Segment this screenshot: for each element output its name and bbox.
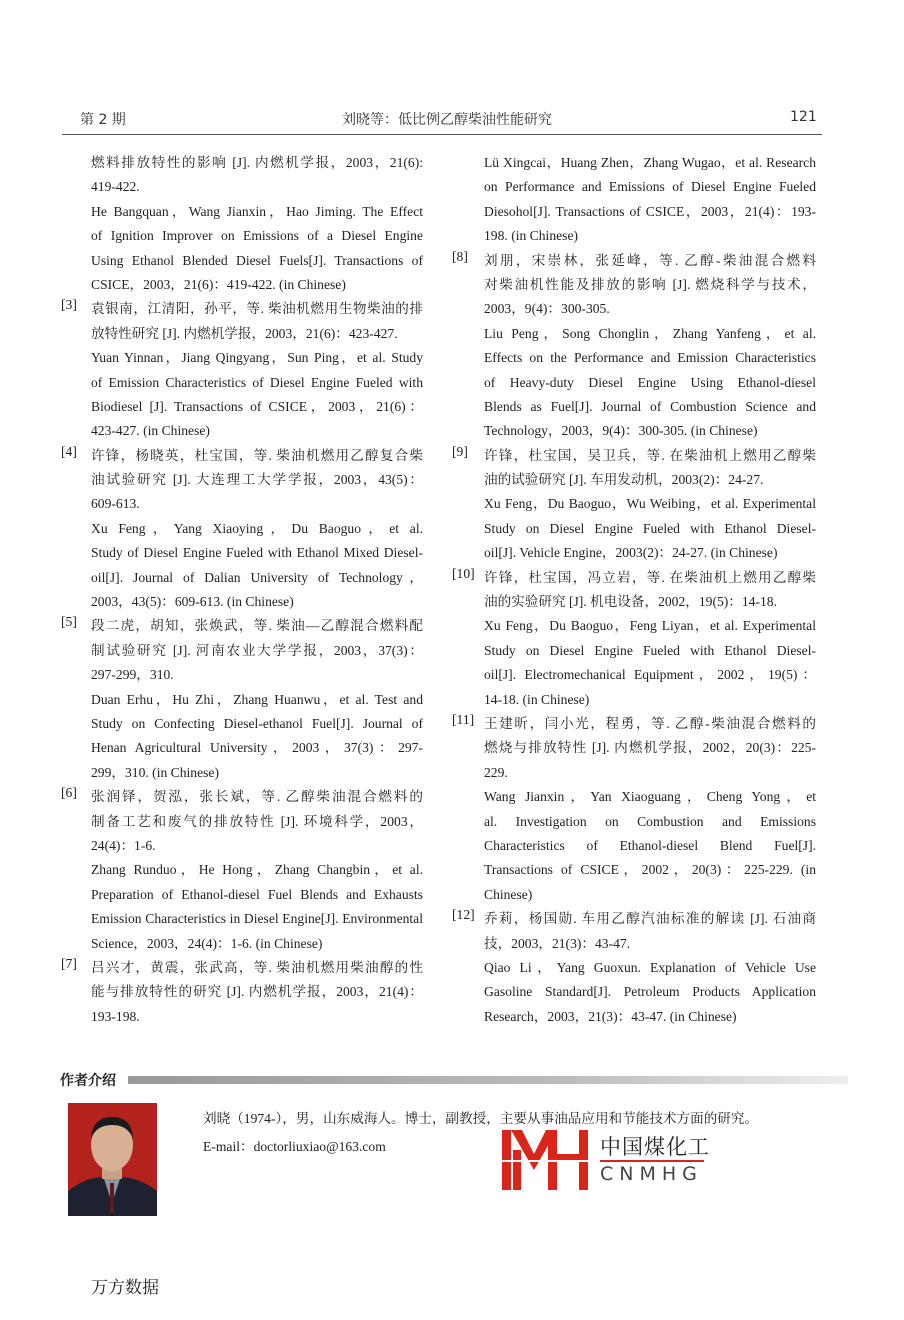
- page-number: 121: [790, 109, 817, 125]
- reference-line: 能与排放特性的研究 [J]. 内燃机学报，2003，21(4)：: [91, 984, 423, 1000]
- reference-line: 燃烧与排放特性 [J]. 内燃机学报，2002，20(3)：225-: [484, 740, 816, 756]
- reference-line: Study on Diesel Engine Fueled with Ethanol Diesel-: [484, 642, 816, 658]
- reference-entry: [452, 711, 816, 907]
- reference-line: 制试验研究 [J]. 河南农业大学学报，2003，37(3)：: [91, 642, 423, 658]
- reference-line: 198. (in Chinese): [484, 228, 579, 244]
- reference-entry: [452, 907, 816, 1029]
- reference-line: 刘朋，宋崇林，张延峰，等. 乙醇-柴油混合燃料: [484, 252, 816, 268]
- reference-line: Xu Feng，Du Baoguo，Feng Liyan，et al. Experimental: [484, 618, 816, 634]
- reference-line: Study on Diesel Engine Fueled with Ethanol Diesel-: [484, 520, 816, 536]
- reference-entry: [452, 248, 816, 444]
- reference-line: 297-299，310.: [91, 667, 174, 683]
- reference-line: Preparation of Ethanol-diesel Fuel Blends and Exhausts: [91, 886, 423, 902]
- reference-line: Effects on the Performance and Emission Characteristics: [484, 350, 816, 366]
- reference-entry: [91, 151, 423, 297]
- reference-line: Henan Agricultural University，2003，37(3)：297-: [91, 740, 423, 756]
- reference-line: He Bangquan，Wang Jianxin，Hao Jiming. The Effect: [91, 203, 423, 219]
- reference-line: 24(4)：1-6.: [91, 837, 156, 853]
- section-divider-bar: [128, 1076, 848, 1084]
- author-section-title: 作者介绍: [60, 1073, 116, 1089]
- source-footer: 万方数据: [91, 1278, 159, 1298]
- reference-entry: [61, 955, 423, 1029]
- reference-line: Lü Xingcai，Huang Zhen，Zhang Wugao，et al. Research: [484, 155, 816, 170]
- reference-number: [8]: [452, 248, 468, 264]
- reference-line: Study of Diesel Engine Fueled with Ethanol Mixed Diesel-: [91, 545, 423, 561]
- reference-number: [4]: [61, 443, 77, 459]
- reference-entry: [61, 443, 423, 615]
- reference-line: 2003，9(4)：300-305.: [484, 301, 610, 317]
- reference-line: 技，2003，21(3)：43-47.: [484, 935, 631, 951]
- reference-line: 放特性研究 [J]. 内燃机学报，2003，21(6)：423-427.: [91, 325, 398, 341]
- reference-line: 许锋，杜宝国，冯立岩，等. 在柴油机上燃用乙醇柴: [484, 569, 816, 585]
- reference-line: of Heavy-duty Diesel Engine Using Ethanol-diesel: [484, 374, 816, 390]
- reference-line: 油的实验研究 [J]. 机电设备，2002，19(5)：14-18.: [484, 594, 778, 610]
- reference-line: 段二虎，胡知，张焕武，等. 柴油—乙醇混合燃料配: [91, 618, 423, 634]
- reference-line: 419-422.: [91, 179, 140, 195]
- reference-line: oil[J]. Journal of Dalian University of Technology，: [91, 569, 423, 585]
- reference-line: Characteristics of Ethanol-diesel Blend Fuel[J].: [484, 837, 816, 853]
- reference-line: Transactions of CSICE，2002，20(3)：225-229. (in: [484, 862, 816, 878]
- reference-line: 油试验研究 [J]. 大连理工大学学报，2003，43(5)：: [91, 472, 423, 488]
- reference-entry: [61, 614, 423, 785]
- reference-line: Study on Confecting Diesel-ethanol Fuel[J]. Journal of: [91, 715, 423, 731]
- reference-line: 制备工艺和废气的排放特性 [J]. 环境科学，2003，: [91, 813, 423, 829]
- reference-line: 423-427. (in Chinese): [91, 423, 210, 439]
- reference-line: Duan Erhu，Hu Zhi，Zhang Huanwu，et al. Test and: [91, 691, 423, 707]
- reference-line: 吕兴才，黄震，张武高，等. 柴油机燃用柴油醇的性: [91, 959, 423, 975]
- reference-line: Chinese): [484, 886, 533, 902]
- reference-line: 14-18. (in Chinese): [484, 691, 590, 707]
- reference-line: 许锋，杨晓英，杜宝国，等. 柴油机燃用乙醇复合柴: [91, 447, 423, 463]
- running-title: 刘晓等：低比例乙醇柴油性能研究: [342, 112, 552, 128]
- reference-line: Qiao Li，Yang Guoxun. Explanation of Vehicle Use: [484, 959, 816, 975]
- reference-line: 油的试验研究 [J]. 车用发动机，2003(2)：24-27.: [484, 472, 764, 488]
- reference-line: Biodiesel [J]. Transactions of CSICE，2003，21(6)：: [91, 398, 423, 414]
- reference-entry: [61, 785, 423, 956]
- reference-entry: [61, 297, 423, 443]
- header-rule: [62, 134, 822, 135]
- reference-entry: [484, 151, 816, 249]
- reference-line: 燃料排放特性的影响 [J]. 内燃机学报，2003，21(6):: [91, 155, 423, 170]
- reference-line: 袁银南，江清阳，孙平，等. 柴油机燃用生物柴油的排: [91, 301, 423, 317]
- references-right-column: [452, 151, 816, 1029]
- reference-entry: [452, 443, 816, 566]
- reference-line: 609-613.: [91, 496, 140, 512]
- reference-line: Xu Feng，Yang Xiaoying，Du Baoguo，et al.: [91, 520, 423, 536]
- watermark-en: CNMHG: [600, 1163, 703, 1185]
- reference-line: 乔莉，杨国勋. 车用乙醇汽油标准的解读 [J]. 石油商: [484, 911, 816, 927]
- reference-line: Using Ethanol Blended Diesel Fuels[J]. Transactions of: [91, 252, 423, 268]
- reference-line: Blends as Fuel[J]. Journal of Combustion Science and: [484, 398, 816, 414]
- reference-line: Liu Peng，Song Chonglin，Zhang Yanfeng，et al.: [484, 325, 816, 341]
- reference-line: of Ignition Improver on Emissions of a Diesel Engine: [91, 228, 423, 244]
- reference-line: Yuan Yinnan，Jiang Qingyang，Sun Ping，et al. Study: [91, 350, 423, 366]
- reference-line: 193-198.: [91, 1008, 140, 1024]
- reference-number: [3]: [61, 297, 77, 313]
- reference-number: [6]: [61, 785, 77, 801]
- reference-line: CSICE，2003，21(6)：419-422. (in Chinese): [91, 276, 346, 292]
- cnmhg-logo-icon: [502, 1130, 592, 1195]
- reference-number: [9]: [452, 443, 468, 459]
- author-email: E-mail：doctorliuxiao@163.com: [203, 1139, 386, 1154]
- reference-line: Research，2003，21(3)：43-47. (in Chinese): [484, 1008, 737, 1024]
- reference-line: Gasoline Standard[J]. Petroleum Products Application: [484, 984, 816, 1000]
- reference-entry: [452, 565, 816, 712]
- reference-line: Science，2003，24(4)：1-6. (in Chinese): [91, 935, 323, 951]
- reference-line: Zhang Runduo，He Hong，Zhang Changbin，et al.: [91, 862, 423, 878]
- watermark-cn: 中国煤化工: [600, 1135, 710, 1159]
- reference-line: 299，310. (in Chinese): [91, 764, 219, 780]
- reference-line: Diesohol[J]. Transactions of CSICE，2003，21(4)：193-: [484, 203, 816, 219]
- reference-line: 对柴油机性能及排放的影响 [J]. 燃烧科学与技术，: [484, 276, 816, 292]
- reference-line: on Performance and Emissions of Diesel Engine Fueled: [484, 179, 816, 195]
- reference-line: 2003，43(5)：609-613. (in Chinese): [91, 594, 294, 610]
- reference-line: 许锋，杜宝国，吴卫兵，等. 在柴油机上燃用乙醇柴: [484, 447, 816, 463]
- references-left-column: [61, 151, 423, 1029]
- author-photo: [68, 1103, 157, 1216]
- reference-line: Wang Jianxin，Yan Xiaoguang，Cheng Yong，et: [484, 789, 816, 805]
- reference-number: [10]: [452, 565, 475, 581]
- reference-line: 王建昕，闫小光，程勇，等. 乙醇-柴油混合燃料的: [484, 715, 816, 731]
- reference-line: Emission Characteristics in Diesel Engine[J]. Environmental: [91, 911, 423, 927]
- reference-line: Technology，2003，9(4)：300-305. (in Chinese): [484, 423, 758, 439]
- reference-line: 229.: [484, 764, 508, 780]
- reference-line: oil[J]. Electromechanical Equipment，2002，19(5)：: [484, 667, 816, 683]
- reference-number: [5]: [61, 614, 77, 630]
- author-bio: 刘晓（1974-），男，山东威海人。博士，副教授，主要从事油品应用和节能技术方面的研究。: [203, 1111, 759, 1126]
- reference-line: of Emission Characteristics of Diesel Engine Fueled with: [91, 374, 423, 390]
- watermark-rule: [600, 1160, 704, 1162]
- reference-line: oil[J]. Vehicle Engine，2003(2)：24-27. (in Chinese): [484, 545, 778, 561]
- issue-number: 第 2 期: [80, 112, 126, 128]
- reference-number: [7]: [61, 955, 77, 971]
- reference-line: al. Investigation on Combustion and Emissions: [484, 813, 816, 829]
- reference-line: Xu Feng，Du Baoguo，Wu Weibing，et al. Experimental: [484, 496, 816, 512]
- reference-number: [11]: [452, 711, 475, 727]
- reference-number: [12]: [452, 907, 475, 923]
- reference-line: 张润铎，贺泓，张长斌，等. 乙醇柴油混合燃料的: [91, 789, 423, 805]
